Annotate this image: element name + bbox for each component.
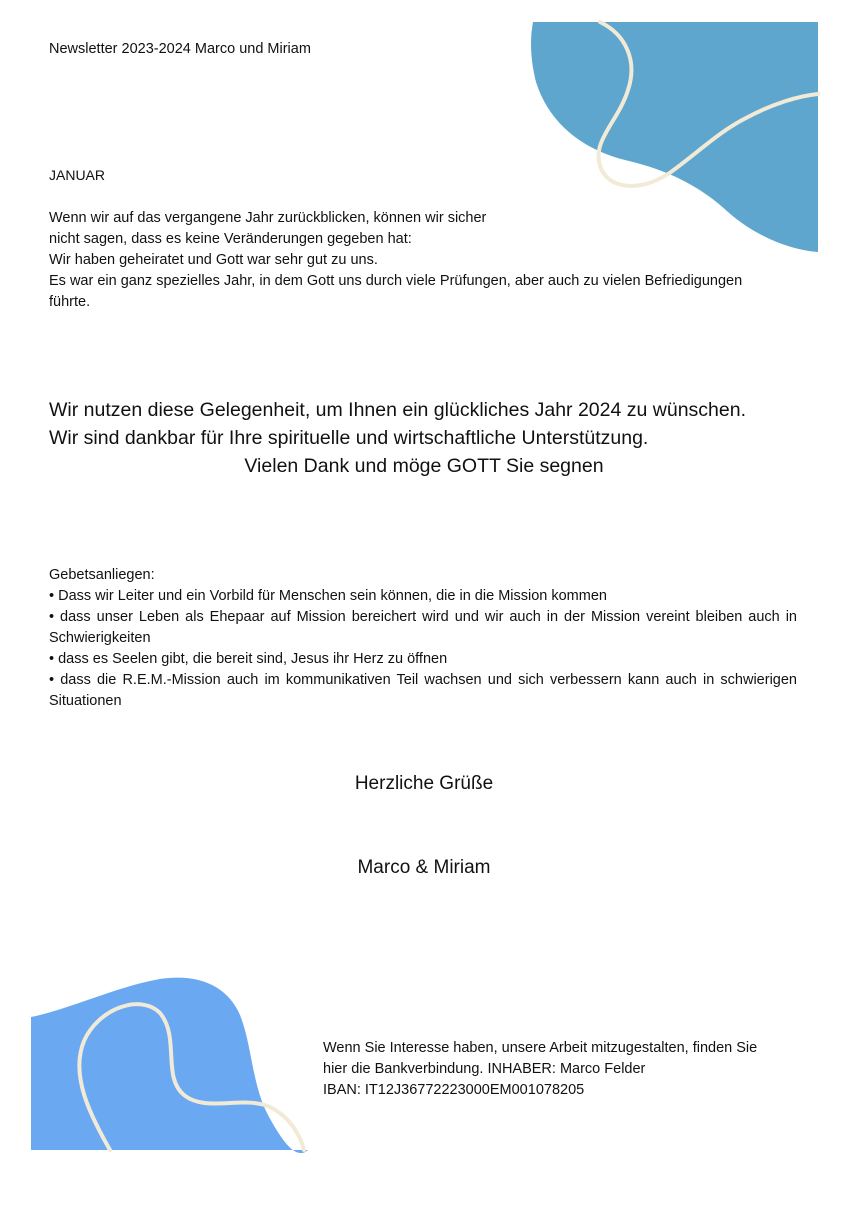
month-heading: JANUAR — [49, 167, 106, 183]
prayer-item: • dass die R.E.M.-Mission auch im kommunikativen Teil wachsen und sich verbessern kann auch in schwierigen Situationen — [49, 672, 797, 709]
signature-names: Marco & Miriam — [357, 857, 491, 878]
iban-line: IBAN: IT12J36772223000EM001078205 — [323, 1082, 585, 1098]
bank-line: Wenn Sie Interesse haben, unsere Arbeit mitzugestalten, finden Sie — [323, 1040, 758, 1056]
prayer-item: • dass unser Leben als Ehepaar auf Mission bereichert wird und wir auch in der Mission vereint bleiben auch in Schwierigkeiten — [49, 609, 797, 646]
prayer-item: • Dass wir Leiter und ein Vorbild für Menschen sein können, die in die Mission kommen — [49, 588, 607, 604]
bank-line: hier die Bankverbindung. INHABER: Marco Felder — [323, 1061, 646, 1077]
prayer-requests — [49, 565, 797, 712]
intro-line: Es war ein ganz spezielles Jahr, in dem Gott uns durch viele Prüfungen, aber auch zu vielen Befriedigungen — [49, 273, 743, 289]
prayer-heading: Gebetsanliegen: — [49, 567, 155, 583]
intro-paragraph — [49, 208, 809, 313]
closing-greeting: Herzliche Grüße — [354, 773, 494, 794]
wish-line: Wir nutzen diese Gelegenheit, um Ihnen ein glückliches Jahr 2024 zu wünschen. — [49, 399, 746, 421]
blessing-line: Vielen Dank und möge GOTT Sie segnen — [244, 455, 604, 477]
intro-line: führte. — [49, 294, 91, 310]
intro-line: Wenn wir auf das vergangene Jahr zurückblicken, können wir sicher — [49, 210, 487, 226]
bottom-blob-shape — [31, 978, 308, 1153]
wish-line: Wir sind dankbar für Ihre spirituelle und wirtschaftliche Unterstützung. — [49, 427, 649, 449]
intro-line: nicht sagen, dass es keine Veränderungen gegeben hat: — [49, 231, 412, 247]
newsletter-title: Newsletter 2023-2024 Marco und Miriam — [49, 41, 311, 57]
bottom-left-blob-decoration — [0, 965, 330, 1205]
bank-details — [323, 1038, 813, 1101]
prayer-item: • dass es Seelen gibt, die bereit sind, Jesus ihr Herz zu öffnen — [49, 651, 448, 667]
intro-line: Wir haben geheiratet und Gott war sehr gut zu uns. — [49, 252, 378, 268]
